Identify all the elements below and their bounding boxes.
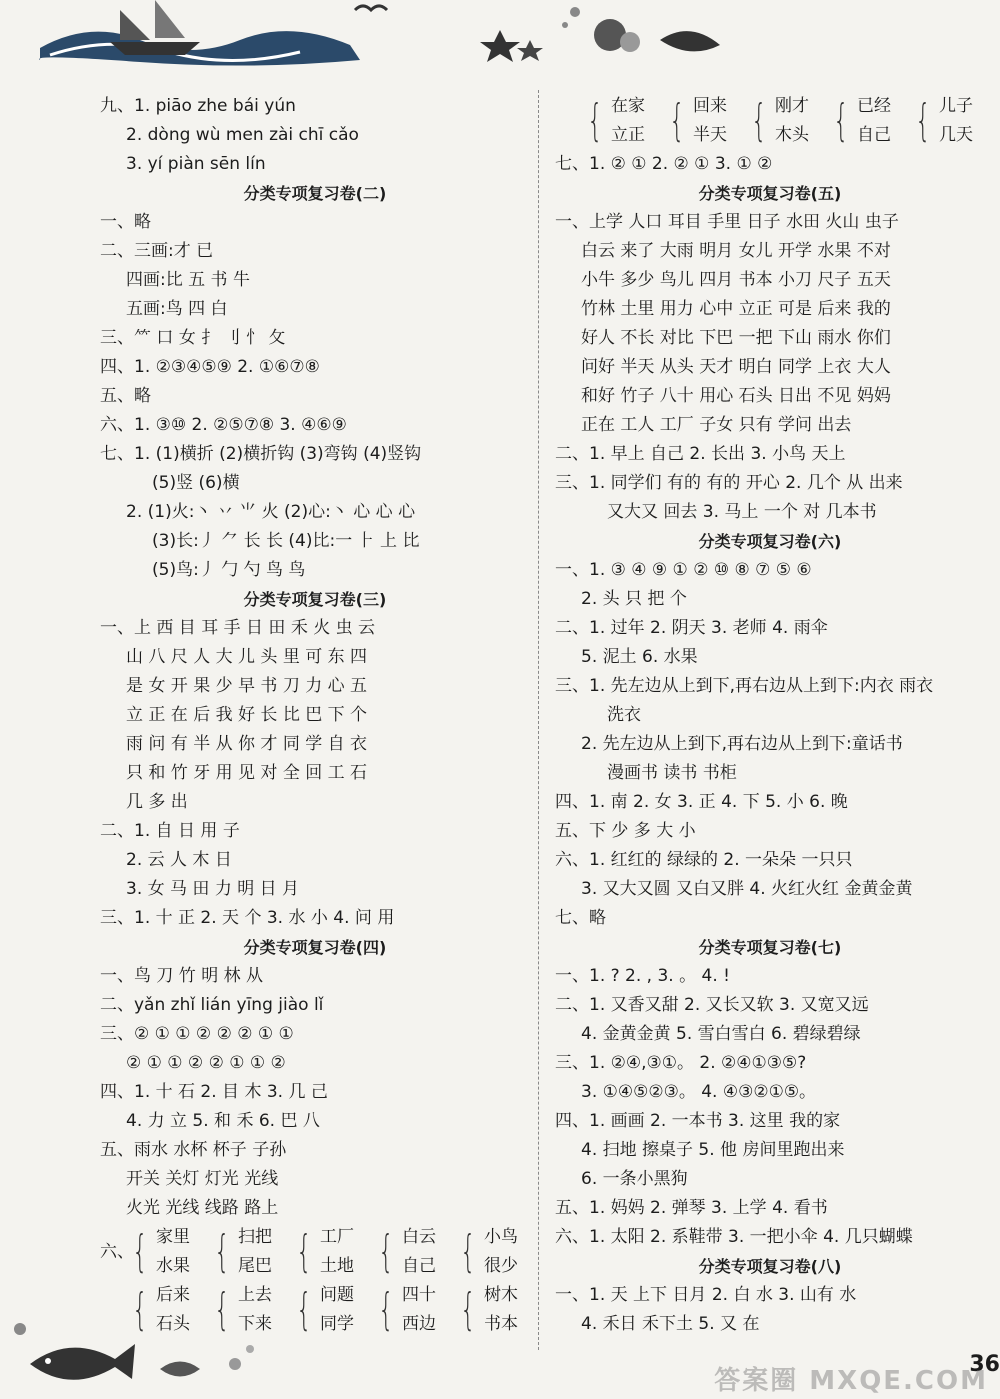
brace-word: 白云 [402,1227,436,1247]
answer-line: 又大又 回去 3. 马上 一个 对 几本书 [607,502,877,522]
answer-line: 四、1. 南 2. 女 3. 正 4. 下 5. 小 6. 晚 [555,792,848,812]
answer-line: 二、1. 自 日 用 子 [100,821,240,841]
brace-icon: { [296,1284,312,1335]
answer-line: 漫画书 读书 书柜 [607,763,737,783]
answer-line: 和好 竹子 八十 用心 石头 日出 不见 妈妈 [581,386,891,406]
answer-line: 开关 关灯 灯光 光线 [126,1169,279,1189]
brace-group [454,1223,518,1281]
brace-word: 刚才 [775,96,809,116]
brace-icon: { [132,1284,148,1335]
brace-row [581,92,985,150]
answer-line: 正在 工人 工厂 子女 只有 学问 出去 [581,415,852,435]
brace-word: 自己 [402,1256,436,1276]
brace-word: 四十 [402,1285,436,1305]
brace-word: 几天 [939,125,973,145]
brace-icon: { [132,1226,148,1277]
answer-line: 2. (1)火:丶 丷 ⺌ 火 (2)心:丶 心 心 心 [126,502,416,522]
answer-line: 小牛 多少 鸟儿 四月 书本 小刀 尺子 五天 [581,270,891,290]
answer-line: 4. 扫地 擦桌子 5. 他 房间里跑出来 [581,1140,845,1160]
right-column [555,92,985,1339]
answer-line: 一、1. ? 2. , 3. 。 4. ! [555,966,730,986]
answer-line: 6. 一条小黑狗 [581,1169,688,1189]
answer-line: 是 女 开 果 少 早 书 刀 力 心 五 [126,676,368,696]
answer-line: 竹林 土里 用力 心中 立正 可是 后来 我的 [581,299,891,319]
answer-line: 白云 来了 大雨 明月 女儿 开学 水果 不对 [581,241,891,261]
answer-line: 六、1. 红红的 绿绿的 2. 一朵朵 一只只 [555,850,853,870]
brace-word: 树木 [484,1285,518,1305]
brace-group [372,1223,436,1281]
brace-icon: { [915,95,931,146]
answer-line: 三、1. ②④,③①。 2. ②④①③⑤? [555,1053,807,1073]
answer-line: 立 正 在 后 我 好 长 比 巴 下 个 [126,705,368,725]
brace-row [126,1223,530,1281]
answer-line: 四、1. 十 石 2. 目 木 3. 几 己 [100,1082,328,1102]
brace-word: 扫把 [238,1227,272,1247]
section-heading: 分类专项复习卷(八) [698,1257,842,1276]
answer-line: 二、三画:才 已 [100,241,214,261]
brace-group [663,92,727,150]
brace-word: 下来 [238,1314,272,1334]
brace-icon: { [214,1284,230,1335]
wave-ship-decoration [0,0,1000,80]
answer-line: 七、1. (1)横折 (2)横折钩 (3)弯钩 (4)竖钩 [100,444,422,464]
answer-line: 九、1. piāo zhe bái yún [100,96,296,116]
answer-line: 3. yí piàn sēn lín [126,154,266,174]
answer-line: 好人 不长 对比 下巴 一把 下山 雨水 你们 [581,328,891,348]
brace-word: 木头 [775,125,809,145]
brace-icon: { [296,1226,312,1277]
brace-word: 已经 [857,96,891,116]
brace-word: 西边 [402,1314,436,1334]
left-answer-lines [100,92,530,1223]
brace-icon: { [833,95,849,146]
right-answer-lines [555,150,985,1339]
answer-line: (5)竖 (6)横 [152,473,240,493]
answer-line: (3)长:丿 ⺈ 长 长 (4)比:一 ⺊ 上 比 [152,531,420,551]
page-number: 36 [969,1352,1000,1377]
answer-line: 三、⺮ 口 女 扌 刂 忄 攵 [100,328,286,348]
answer-line: 三、1. 十 正 2. 天 个 3. 水 小 4. 问 用 [100,908,395,928]
answer-line: 2. 云 人 木 日 [126,850,232,870]
answer-line: 三、1. 先左边从上到下,再右边从上到下:内衣 雨衣 [555,676,934,696]
answer-line: 六、1. 太阳 2. 系鞋带 3. 一把小伞 4. 几只蝴蝶 [555,1227,913,1247]
answer-line: 三、② ① ① ② ② ② ① ① [100,1024,294,1044]
answer-line: 4. 力 立 5. 和 禾 6. 巴 八 [126,1111,320,1131]
left-column [100,92,530,1339]
answer-line: 2. dòng wù men zài chī cǎo [126,125,359,145]
brace-word: 石头 [156,1314,190,1334]
answer-line: 问好 半天 从头 天才 明白 同学 上衣 大人 [581,357,891,377]
brace-word: 很少 [484,1256,518,1276]
column-divider [538,90,539,1350]
answer-line: 一、1. 天 上下 日月 2. 白 水 3. 山有 水 [555,1285,857,1305]
brace-group [126,1223,190,1281]
brace-icon: { [214,1226,230,1277]
answer-line: 三、1. 同学们 有的 有的 开心 2. 几个 从 出来 [555,473,903,493]
answer-line: 火光 光线 线路 路上 [126,1198,279,1218]
brace-word: 工厂 [320,1227,354,1247]
section-heading: 分类专项复习卷(六) [698,532,842,551]
section-heading: 分类专项复习卷(七) [698,938,842,957]
answer-line: 5. 泥土 6. 水果 [581,647,698,667]
answer-line: 五画:鸟 四 白 [126,299,228,319]
section-heading: 分类专项复习卷(三) [243,590,387,609]
brace-word: 尾巴 [238,1256,272,1276]
brace-group [827,92,891,150]
answer-line: 五、1. 妈妈 2. 弹琴 3. 上学 4. 看书 [555,1198,828,1218]
section-heading: 分类专项复习卷(五) [698,184,842,203]
brace-icon: { [378,1226,394,1277]
brace-word: 儿子 [939,96,973,116]
answer-line: 一、上 西 目 耳 手 日 田 禾 火 虫 云 [100,618,376,638]
answer-line: 山 八 尺 人 大 儿 头 里 可 东 四 [126,647,368,667]
brace-word: 后来 [156,1285,190,1305]
answer-line: 3. ①④⑤②③。 4. ④③②①⑤。 [581,1082,817,1102]
answer-line: 4. 金黄金黄 5. 雪白雪白 6. 碧绿碧绿 [581,1024,861,1044]
answer-line: 二、yǎn zhǐ lián yīng jiào lǐ [100,995,324,1015]
answer-line: 一、1. ③ ④ ⑨ ① ② ⑩ ⑧ ⑦ ⑤ ⑥ [555,560,812,580]
answer-line: 二、1. 过年 2. 阴天 3. 老师 4. 雨伞 [555,618,828,638]
brace-word: 立正 [611,125,645,145]
answer-line: 五、下 少 多 大 小 [555,821,696,841]
brace-word: 书本 [484,1314,518,1334]
brace-word: 水果 [156,1256,190,1276]
answer-line: 四、1. ②③④⑤⑨ 2. ①⑥⑦⑧ [100,357,320,377]
brace-word: 家里 [156,1227,190,1247]
brace-icon: { [669,95,685,146]
answer-line: ② ① ① ② ② ① ① ② [126,1053,286,1073]
brace-word: 在家 [611,96,645,116]
brace-word: 回来 [693,96,727,116]
answer-line: 雨 问 有 半 从 你 才 同 学 自 衣 [126,734,368,754]
answer-line: 洗衣 [607,705,641,725]
brace-icon: { [378,1284,394,1335]
brace-group [909,92,973,150]
answer-line: 2. 先左边从上到下,再右边从上到下:童话书 [581,734,903,754]
answer-line: 4. 禾日 禾下土 5. 又 在 [581,1314,760,1334]
brace-word: 问题 [320,1285,354,1305]
brace-icon: { [460,1284,476,1335]
brace-word: 自己 [857,125,891,145]
right-brace-rows [555,92,985,150]
answer-line: 一、上学 人口 耳目 手里 日子 水田 火山 虫子 [555,212,899,232]
brace-block-label: 六、 [100,1242,134,1262]
answer-line: 七、1. ② ① 2. ② ① 3. ① ② [555,154,773,174]
answer-line: 只 和 竹 牙 用 见 对 全 回 工 石 [126,763,368,783]
brace-word: 小鸟 [484,1227,518,1247]
brace-word: 土地 [320,1256,354,1276]
answer-line: 3. 又大又圆 又白又胖 4. 火红火红 金黄金黄 [581,879,913,899]
answer-line: 二、1. 又香又甜 2. 又长又软 3. 又宽又远 [555,995,869,1015]
brace-icon: { [587,95,603,146]
section-heading: 分类专项复习卷(二) [243,184,387,203]
brace-word: 半天 [693,125,727,145]
section-heading: 分类专项复习卷(四) [243,938,387,957]
brace-word: 上去 [238,1285,272,1305]
answer-line: 一、略 [100,212,151,232]
brace-icon: { [751,95,767,146]
answer-line: 3. 女 马 田 力 明 日 月 [126,879,300,899]
brace-icon: { [460,1226,476,1277]
answer-line: 五、雨水 水杯 杯子 子孙 [100,1140,287,1160]
answer-line: 四、1. 画画 2. 一本书 3. 这里 我的家 [555,1111,841,1131]
answer-line: 2. 头 只 把 个 [581,589,687,609]
answer-line: 七、略 [555,908,606,928]
brace-group [581,92,645,150]
brace-group [745,92,809,150]
answer-line: 几 多 出 [126,792,188,812]
watermark: 答案圈 MXQE.COM [714,1366,988,1396]
brace-group [290,1223,354,1281]
answer-line: 六、1. ③⑩ 2. ②⑤⑦⑧ 3. ④⑥⑨ [100,415,347,435]
brace-word: 同学 [320,1314,354,1334]
answer-line: (5)鸟:丿 勹 勺 鸟 鸟 [152,560,306,580]
answer-line: 二、1. 早上 自己 2. 长出 3. 小鸟 天上 [555,444,846,464]
brace-group [208,1223,272,1281]
answer-line: 五、略 [100,386,151,406]
answer-line: 一、鸟 刀 竹 明 林 从 [100,966,264,986]
answer-line: 四画:比 五 书 牛 [126,270,250,290]
